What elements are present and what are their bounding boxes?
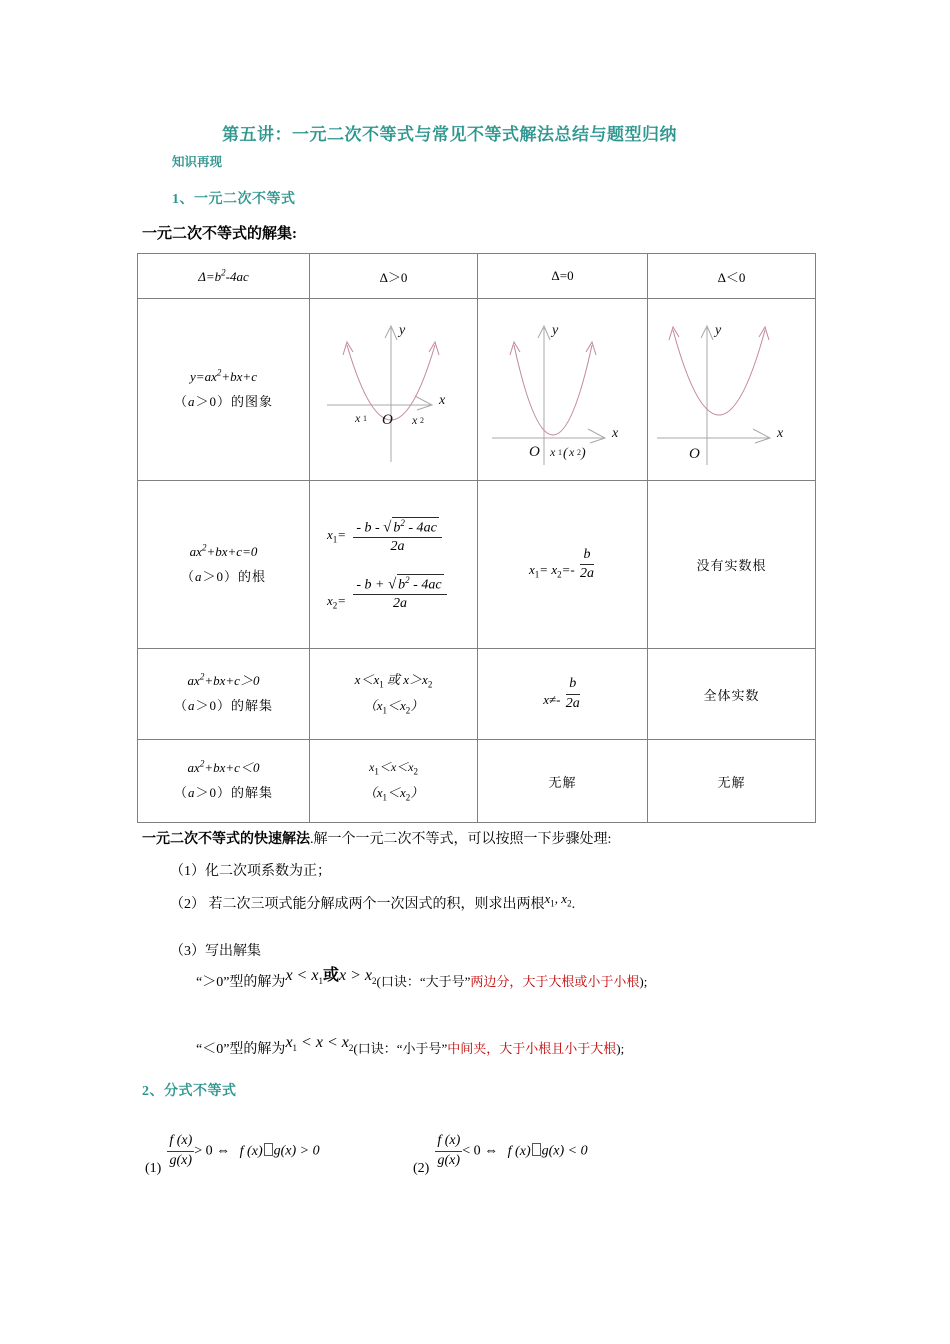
row-label-roots: $ax^2+bx+c=0$ （a＞0）的根 bbox=[138, 481, 310, 649]
quick-method-intro: .解一个一元二次不等式，可以按照一下步骤处理: bbox=[310, 832, 612, 847]
quick-method-title: 一元二次不等式的快速解法 bbox=[142, 832, 310, 847]
fraction-2-denominator: g(x) bbox=[437, 1152, 461, 1168]
parabola-no-root-svg bbox=[657, 310, 807, 470]
lt-delta-positive: $x_1<x<x_2$ $(x_1<x_2)$ bbox=[310, 740, 478, 823]
fraction-inequality-2 bbox=[413, 1133, 588, 1177]
lt-mnemonic-red: 中间夹，大于小根且小于大根 bbox=[447, 1041, 617, 1056]
svg-text:(: ( bbox=[562, 445, 568, 461]
svg-text:y: y bbox=[714, 322, 721, 338]
fraction-2-equiv-left: f (x) bbox=[507, 1143, 531, 1159]
quick-method-line bbox=[142, 828, 611, 848]
quick-step-1: （1）化二次项系数为正； bbox=[170, 864, 331, 879]
header-delta-formula: $\Delta=b^2-4ac$ bbox=[138, 254, 310, 299]
quick-step-2-math: $x_1$, $x_2$ bbox=[544, 891, 572, 909]
row-label-lt: $ax^2+bx+c<0$ （a＞0）的解集 bbox=[138, 740, 310, 823]
lt-mnemonic-pre: (口诀：“小于号” bbox=[353, 1041, 448, 1056]
lt-mnemonic-line bbox=[196, 1034, 625, 1059]
quick-step-2-period: . bbox=[571, 897, 576, 912]
parabola-two-roots-svg bbox=[319, 310, 469, 470]
svg-text:x: x bbox=[549, 444, 555, 459]
row-label-graph: $y=ax^2+bx+c$ （a＞0）的图象 bbox=[138, 299, 310, 481]
svg-text:1: 1 bbox=[362, 413, 367, 423]
graph-delta-zero bbox=[478, 299, 648, 481]
svg-text:O: O bbox=[381, 411, 393, 428]
gt-math: $x < x_1$或$x > x_2$ bbox=[285, 967, 377, 987]
fraction-2-equiv-right: g(x) < 0 bbox=[541, 1143, 588, 1159]
roots-delta-negative: 没有实数根 bbox=[648, 481, 816, 649]
svg-text:O: O bbox=[528, 443, 540, 460]
lt-delta-zero: 无解 bbox=[478, 740, 648, 823]
lt-mnemonic-post: ); bbox=[616, 1041, 625, 1056]
gt-mnemonic-line bbox=[196, 968, 647, 992]
delta-cases-table bbox=[137, 253, 815, 823]
svg-text:1: 1 bbox=[557, 447, 562, 457]
fraction-1 bbox=[167, 1133, 194, 1170]
page-subtitle: 知识再现 bbox=[172, 155, 223, 169]
svg-text:2: 2 bbox=[576, 447, 581, 457]
svg-text:x: x bbox=[354, 410, 360, 425]
missing-glyph-icon bbox=[264, 1143, 273, 1156]
gt-prefix: “＞0”型的解为 bbox=[196, 975, 286, 990]
svg-text:x: x bbox=[568, 444, 574, 459]
fraction-1-relation: > 0 ⇔ bbox=[194, 1143, 231, 1159]
gt-mnemonic-pre: (口诀：“大于号” bbox=[376, 974, 471, 989]
quick-step-2-text: （2） 若二次三项式能分解成两个一次因式的积，则求出两根 bbox=[170, 897, 545, 912]
svg-text:x: x bbox=[411, 412, 417, 427]
quick-step-2 bbox=[170, 893, 575, 914]
svg-text:O: O bbox=[688, 445, 700, 462]
section-heading-2: 2、分式不等式 bbox=[142, 1084, 237, 1099]
svg-text:): ) bbox=[580, 445, 586, 461]
gt-mnemonic-post: ); bbox=[639, 974, 648, 989]
gt-delta-negative: 全体实数 bbox=[648, 649, 816, 740]
header-delta-negative: Δ＜0 bbox=[648, 254, 816, 299]
lt-math: $x_1 < x < x_2$ bbox=[285, 1034, 354, 1054]
table-row-roots bbox=[138, 481, 816, 649]
fraction-1-equiv-right: g(x) > 0 bbox=[273, 1143, 320, 1159]
fraction-2 bbox=[435, 1133, 462, 1170]
fraction-2-relation: < 0 ⇔ bbox=[462, 1143, 499, 1159]
table-row-lt bbox=[138, 740, 816, 823]
svg-text:y: y bbox=[551, 322, 558, 338]
roots-delta-zero: $x_1= x_2=-$ $\frac{b}{2a}$ bbox=[478, 481, 648, 649]
gt-delta-positive: $x<x_1$ 或 $x>x_2$ $(x_1<x_2)$ bbox=[310, 649, 478, 740]
graph-delta-negative bbox=[648, 299, 816, 481]
fraction-1-equiv-left: f (x) bbox=[239, 1143, 263, 1159]
lt-prefix: “＜0”型的解为 bbox=[196, 1042, 286, 1057]
parabola-tangent-svg bbox=[488, 310, 638, 470]
gt-mnemonic-red: 两边分，大于大根或小于小根 bbox=[470, 974, 640, 989]
table-row-gt bbox=[138, 649, 816, 740]
svg-text:x: x bbox=[438, 392, 445, 408]
lt-delta-negative: 无解 bbox=[648, 740, 816, 823]
svg-text:y: y bbox=[398, 322, 405, 338]
fraction-1-numerator: f (x) bbox=[167, 1133, 194, 1152]
table-header-row bbox=[138, 254, 816, 299]
svg-text:x: x bbox=[776, 425, 783, 441]
gt-delta-zero: x≠- $\frac{b}{2a}$ bbox=[478, 649, 648, 740]
fraction-inequality-1 bbox=[145, 1133, 320, 1177]
roots-delta-positive: $x_1=$ $\frac{- b - √ b^2 - 4ac}{2a}$ $x_2=$ $\frac{- b + √ b^2 - 4ac}{2a}$ bbox=[310, 481, 478, 649]
table-row-graph bbox=[138, 299, 816, 481]
fraction-1-denominator: g(x) bbox=[169, 1152, 193, 1168]
row-label-gt: $ax^2+bx+c>0$ （a＞0）的解集 bbox=[138, 649, 310, 740]
missing-glyph-icon bbox=[532, 1143, 541, 1156]
page-title: 第五讲：一元二次不等式与常见不等式解法总结与题型归纳 bbox=[222, 125, 677, 144]
fraction-inequality-2-tag: (2) bbox=[413, 1160, 430, 1176]
fraction-2-numerator: f (x) bbox=[435, 1133, 462, 1152]
fraction-inequality-1-tag: (1) bbox=[145, 1160, 162, 1176]
section-heading-1: 1、一元二次不等式 bbox=[172, 192, 296, 207]
quick-step-3: （3）写出解集 bbox=[170, 944, 261, 959]
header-delta-zero: Δ=0 bbox=[478, 254, 648, 299]
svg-text:x: x bbox=[611, 425, 618, 441]
svg-text:2: 2 bbox=[419, 415, 424, 425]
header-delta-positive: Δ＞0 bbox=[310, 254, 478, 299]
section1-lead: 一元二次不等式的解集: bbox=[142, 226, 297, 242]
graph-delta-positive bbox=[310, 299, 478, 481]
